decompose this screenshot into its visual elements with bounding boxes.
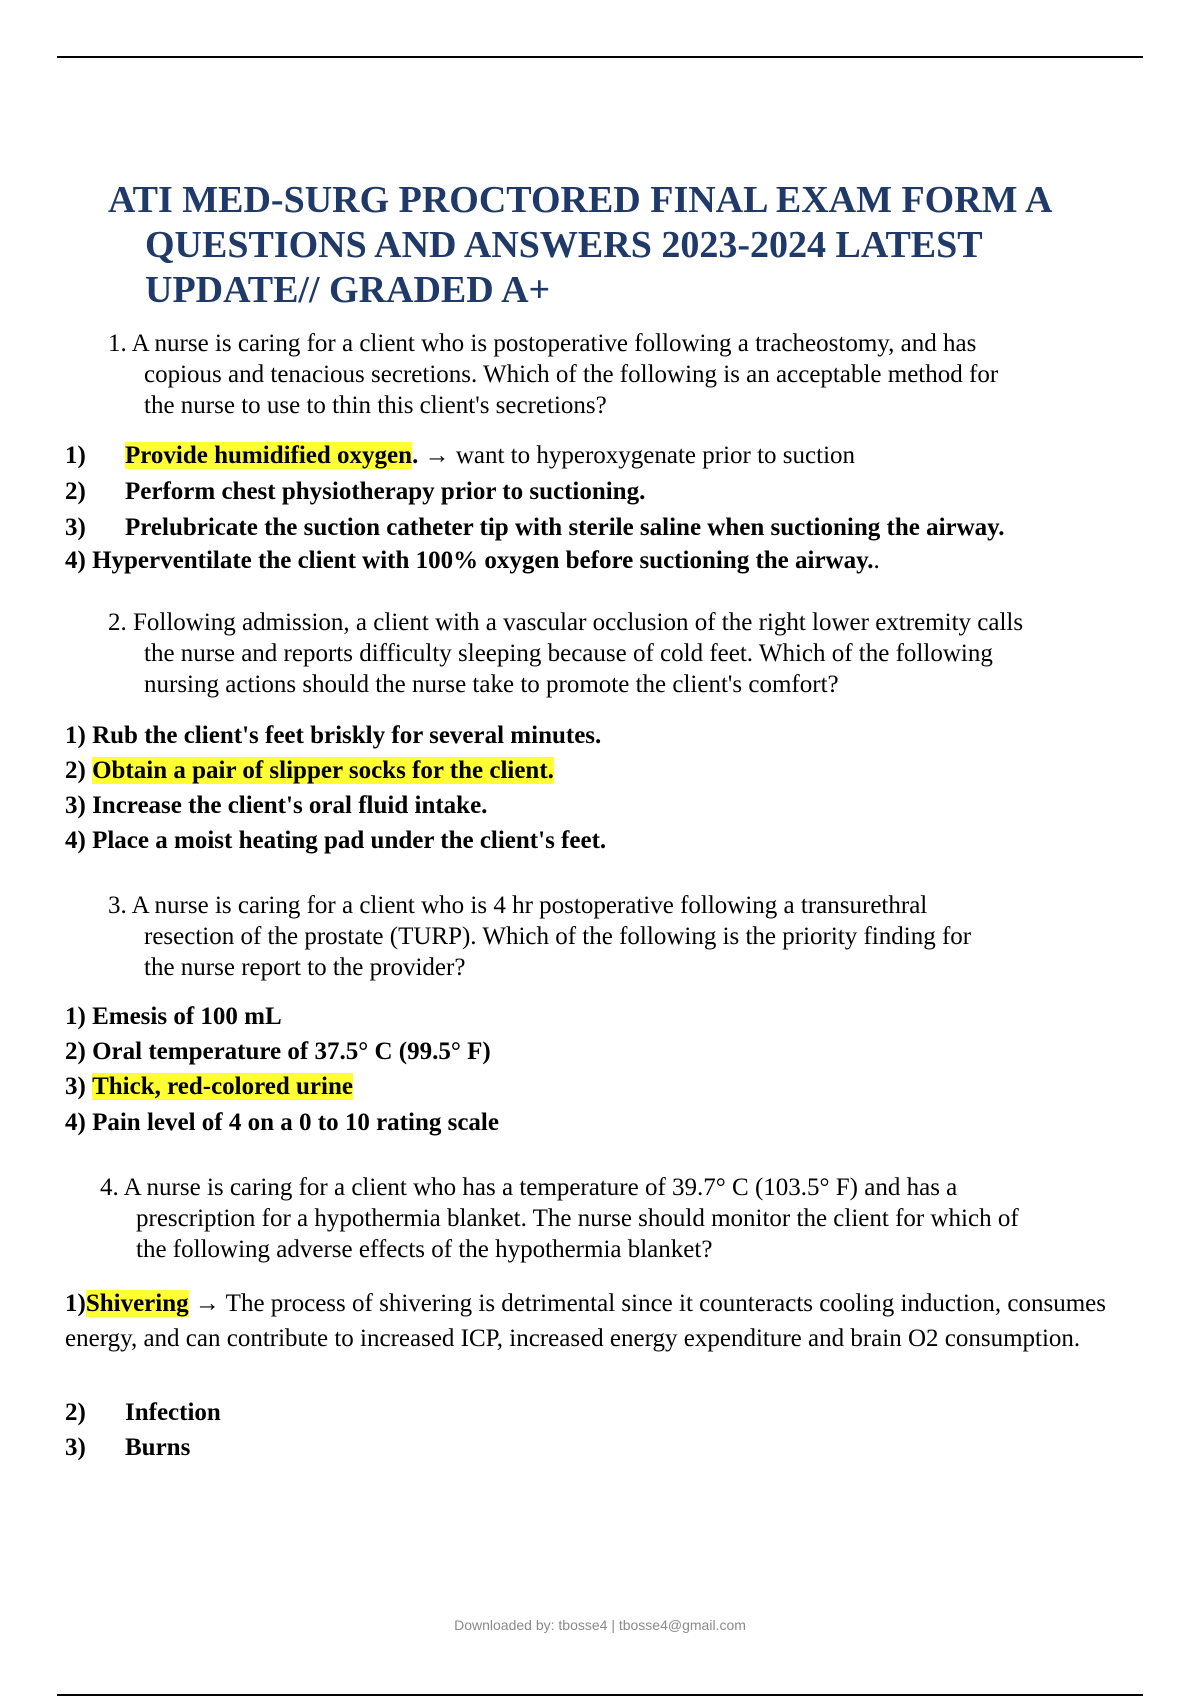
question-3-option-3: 3) Thick, red-colored urine bbox=[65, 1073, 353, 1100]
question-3-option-1: 1) Emesis of 100 mL bbox=[65, 1003, 282, 1030]
question-3-option-2: 2) Oral temperature of 37.5° C (99.5° F) bbox=[65, 1038, 491, 1065]
question-3-stem: 3. A nurse is caring for a client who is 4 hr postoperative following a transurethral resection of the prostate (TURP). Which of the following is the priority finding for the nurse report to the provider? bbox=[108, 892, 972, 981]
top-rule bbox=[57, 56, 1143, 58]
correct-answer-highlight: Obtain a pair of slipper socks for the client. bbox=[92, 757, 554, 784]
document-title bbox=[108, 178, 1148, 313]
question-4-option-2: 2) Infection bbox=[65, 1399, 221, 1426]
question-2-option-1: 1) Rub the client's feet briskly for several minutes. bbox=[65, 722, 602, 749]
download-footer: Downloaded by: tbosse4 | tbosse4@gmail.com bbox=[454, 1617, 746, 1633]
question-4-option-3: 3) Burns bbox=[65, 1434, 191, 1461]
title-line: QUESTIONS AND ANSWERS 2023-2024 LATEST bbox=[145, 224, 983, 266]
question-2-option-3: 3) Increase the client's oral fluid intake. bbox=[65, 792, 488, 819]
title-line: UPDATE// GRADED A+ bbox=[145, 269, 551, 311]
question-2-option-2: 2) Obtain a pair of slipper socks for the client. bbox=[65, 757, 554, 784]
correct-answer-highlight: Shivering bbox=[85, 1290, 189, 1317]
question-3-option-4: 4) Pain level of 4 on a 0 to 10 rating scale bbox=[65, 1109, 499, 1136]
title-line: ATI MED-SURG PROCTORED FINAL EXAM FORM A bbox=[108, 179, 1053, 221]
question-1-option-1: 1) Provide humidified oxygen. → want to hyperoxygenate prior to suction bbox=[65, 442, 856, 469]
bottom-rule bbox=[57, 1694, 1143, 1696]
question-4-stem: 4. A nurse is caring for a client who has a temperature of 39.7° C (103.5° F) and has a prescription for a hypothermia blanket. The nurse should monitor the client for which of the following adverse effects of the hypothermia blanket? bbox=[100, 1174, 1019, 1263]
correct-answer-highlight: Provide humidified oxygen bbox=[125, 442, 413, 469]
question-2-option-4: 4) Place a moist heating pad under the client's feet. bbox=[65, 827, 607, 854]
question-4-option-1: 1)Shivering → The process of shivering is detrimental since it counteracts cooling induction, consumes energy, and can contribute to increased ICP, increased energy expenditure and brain O2 consumption. bbox=[65, 1290, 1107, 1352]
correct-answer-highlight: Thick, red-colored urine bbox=[92, 1073, 353, 1100]
question-2-stem: 2. Following admission, a client with a vascular occlusion of the right lower extremity calls the nurse and reports difficulty sleeping because of cold feet. Which of the following nursing actions should the nurse take to promote the client's comfort? bbox=[108, 609, 1024, 698]
question-1-option-4: 4) Hyperventilate the client with 100% oxygen before suctioning the airway.. bbox=[65, 547, 880, 574]
question-1-stem: 1. A nurse is caring for a client who is postoperative following a tracheostomy, and has copious and tenacious secretions. Which of the following is an acceptable method for the nurse to use to thin this client's secretions? bbox=[108, 330, 999, 419]
question-1-option-2: 2) Perform chest physiotherapy prior to suctioning. bbox=[65, 478, 646, 505]
question-1-option-3: 3) Prelubricate the suction catheter tip with sterile saline when suctioning the airway. bbox=[65, 514, 1005, 541]
